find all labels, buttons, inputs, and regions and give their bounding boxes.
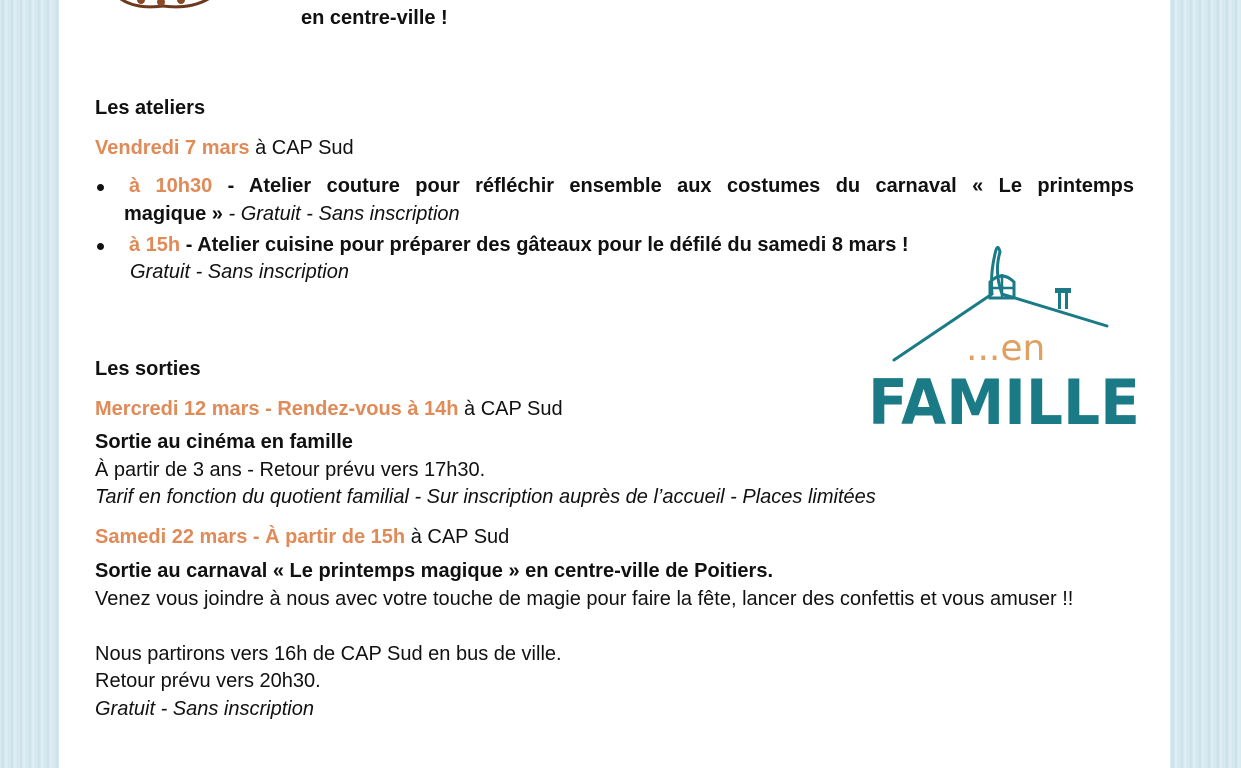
outing-1-title: Sortie au cinéma en famille (95, 431, 353, 453)
atelier-2-time: à 15h (129, 234, 181, 256)
atelier-2-note: Gratuit - Sans inscription (130, 261, 349, 283)
atelier-1-line2 (124, 201, 460, 227)
outing-2-paragraph: Venez vous joindre à nous avec votre touche de magie pour faire la fête, lancer des confettis et vous amuser !! (95, 588, 1074, 610)
ateliers-heading: Les ateliers (95, 97, 206, 119)
bullet-2 (97, 243, 104, 250)
outing-2-line2: Nous partirons vers 16h de CAP Sud en bus de ville. (95, 643, 562, 665)
logo-big-text: FAMILLE (868, 366, 1140, 434)
outing-1-line1: À partir de 3 ans - Retour prévu vers 17h30. (95, 459, 486, 481)
outing-2-place: à CAP Sud (410, 526, 510, 548)
atelier-1-line1 (129, 173, 1134, 199)
en-famille-logo (862, 242, 1148, 434)
outing-1-place: à CAP Sud (464, 398, 563, 420)
atelier-1-text-cont: magique » (124, 203, 223, 225)
logo-small-text: ...en (966, 328, 1046, 369)
outing-1-date: Mercredi 12 mars - Rendez-vous à 14h (95, 398, 459, 420)
outing-1-note: Tarif en fonction du quotient familial - Sur inscription auprès de l’accueil - Places limitées (95, 486, 876, 508)
outing-1-date-line (95, 396, 563, 422)
outing-2-title: Sortie au carnaval « Le printemps magique » en centre-ville de Poitiers. (95, 560, 774, 582)
atelier-2-line1 (129, 232, 909, 258)
bullet-1 (97, 184, 104, 191)
outing-2-date: Samedi 22 mars - À partir de 15h (95, 526, 406, 548)
ateliers-day-line (95, 135, 354, 161)
sorties-heading: Les sorties (95, 358, 201, 380)
outing-2-date-line (95, 524, 509, 550)
partial-logo-top (113, 0, 218, 16)
intro-tail: en centre-ville ! (301, 7, 448, 29)
ateliers-day: Vendredi 7 mars (95, 137, 250, 159)
outing-2-note: Gratuit - Sans inscription (95, 698, 314, 720)
atelier-2-text: - Atelier cuisine pour préparer des gâteaux pour le défilé du samedi 8 mars ! (185, 234, 909, 256)
outing-2-line3: Retour prévu vers 20h30. (95, 670, 321, 692)
atelier-1-text: - Atelier couture pour réfléchir ensemble aux costumes du carnaval « Le printemps (227, 175, 1134, 197)
atelier-1-note: - Gratuit - Sans inscription (228, 203, 460, 225)
atelier-1-time: à 10h30 (129, 175, 213, 197)
ateliers-day-place: à CAP Sud (255, 137, 354, 159)
